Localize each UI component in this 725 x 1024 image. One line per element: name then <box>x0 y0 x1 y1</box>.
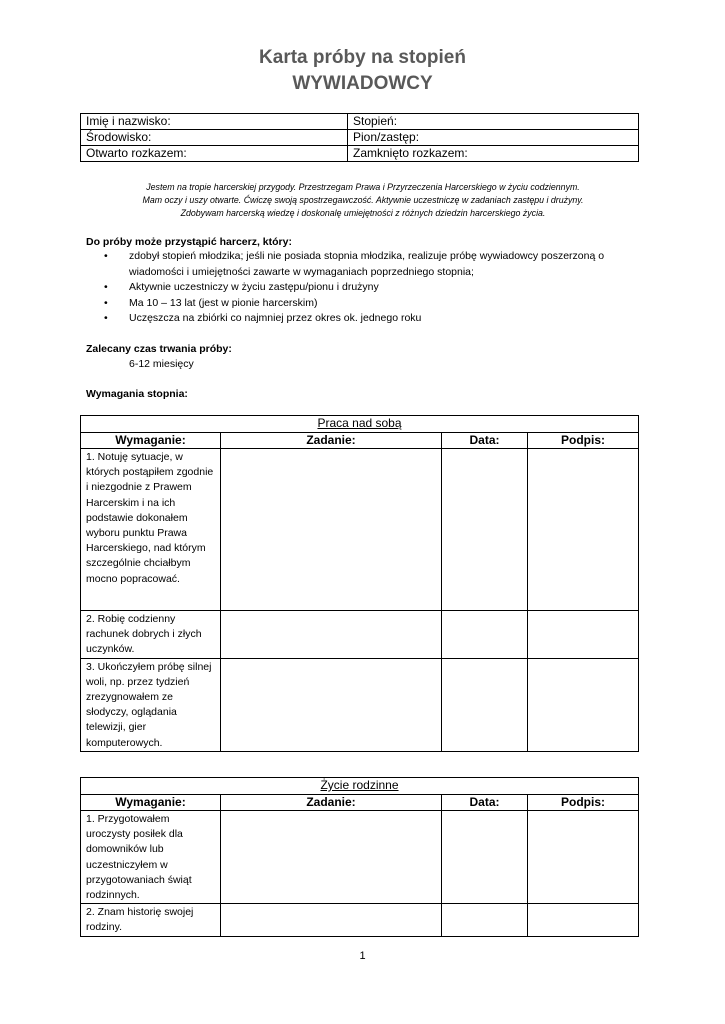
date-cell[interactable] <box>442 658 528 751</box>
table-row <box>81 130 639 146</box>
table-row <box>81 658 639 751</box>
bullet-icon: • <box>104 296 108 309</box>
bullet-icon: • <box>104 281 108 293</box>
date-cell[interactable] <box>442 904 528 936</box>
signature-cell[interactable] <box>528 658 639 751</box>
task-cell[interactable] <box>221 611 442 659</box>
section-title: Życie rodzinne <box>81 778 639 795</box>
document-subtitle: WYWIADOWCY <box>292 73 433 94</box>
requirements-table-family-life <box>80 777 639 937</box>
task-cell[interactable] <box>221 658 442 751</box>
table-row <box>81 449 639 611</box>
eligibility-heading: Do próby może przystąpić harcerz, który: <box>86 236 292 248</box>
column-header-signature: Podpis: <box>528 795 639 811</box>
rank-field[interactable]: Stopień: <box>348 114 639 130</box>
task-cell[interactable] <box>221 904 442 936</box>
document-title: Karta próby na stopień <box>259 47 466 68</box>
signature-cell[interactable] <box>528 904 639 936</box>
section-title-row <box>81 416 639 433</box>
page-number: 1 <box>359 950 366 962</box>
motto-line: Mam oczy i uszy otwarte. Ćwiczę swoją spostrzegawczość. Aktywnie uczestniczę w zadaniach zastępu i drużyny. <box>142 195 584 206</box>
patrol-field[interactable]: Pion/zastęp: <box>348 130 639 146</box>
requirement-cell: 2. Znam historię swojej rodziny. <box>81 904 221 936</box>
table-row <box>81 114 639 130</box>
list-item: • zdobył stopień młodzika; jeśli nie posiada stopnia młodzika, realizuje próbę wywiadowcy poszerzoną o wiadomości i umiejętności zawarte w wymaganiach poprzedniego stopnia; <box>104 250 605 278</box>
eligibility-list <box>86 249 646 327</box>
header-row <box>81 795 639 811</box>
personal-info-table <box>80 113 639 162</box>
duration-heading: Zalecany czas trwania próby: <box>86 343 232 355</box>
signature-cell[interactable] <box>528 449 639 611</box>
date-cell[interactable] <box>442 611 528 659</box>
task-cell[interactable] <box>221 811 442 904</box>
header-row <box>81 433 639 449</box>
requirement-cell: 3. Ukończyłem próbę silnej woli, np. przez tydzień zrezygnowałem ze słodyczy, oglądania telewizji, gier komputerowych. <box>81 658 221 751</box>
column-header-requirement: Wymaganie: <box>81 795 221 811</box>
motto <box>80 181 646 221</box>
duration-value: 6-12 miesięcy <box>129 358 194 370</box>
requirements-heading: Wymagania stopnia: <box>86 388 188 400</box>
motto-line: Zdobywam harcerską wiedzę i doskonalę umiejętności z różnych dziedzin harcerskiego życia. <box>180 208 546 219</box>
requirement-cell: 2. Robię codzienny rachunek dobrych i złych uczynków. <box>81 611 221 659</box>
environment-field[interactable]: Środowisko: <box>81 130 348 146</box>
bullet-icon: • <box>104 312 108 324</box>
requirement-cell: 1. Notuję sytuacje, w których postąpiłem zgodnie i niezgodnie z Prawem Harcerskim i na ich podstawie dokonałem wyboru punktu Prawa Harcerskiego, nad którym szczególnie chciałbym mocno popracować. <box>81 449 221 611</box>
bullet-icon: • <box>104 250 108 262</box>
table-row <box>81 146 639 162</box>
closed-order-field[interactable]: Zamknięto rozkazem: <box>348 146 639 162</box>
column-header-task: Zadanie: <box>221 795 442 811</box>
name-field[interactable]: Imię i nazwisko: <box>81 114 348 130</box>
signature-cell[interactable] <box>528 611 639 659</box>
task-cell[interactable] <box>221 449 442 611</box>
requirement-cell: 1. Przygotowałem uroczysty posiłek dla domowników lub uczestniczyłem w przygotowaniach świąt rodzinnych. <box>81 811 221 904</box>
table-row <box>81 904 639 936</box>
signature-cell[interactable] <box>528 811 639 904</box>
column-header-requirement: Wymaganie: <box>81 433 221 449</box>
column-header-date: Data: <box>442 795 528 811</box>
column-header-date: Data: <box>442 433 528 449</box>
list-item: • Uczęszcza na zbiórki co najmniej przez okres ok. jednego roku <box>86 311 646 327</box>
column-header-signature: Podpis: <box>528 433 639 449</box>
table-row <box>81 611 639 659</box>
requirements-table-self-work <box>80 415 639 752</box>
opened-order-field[interactable]: Otwarto rozkazem: <box>81 146 348 162</box>
table-row <box>81 811 639 904</box>
date-cell[interactable] <box>442 449 528 611</box>
section-title-row <box>81 778 639 795</box>
list-item: • Ma 10 – 13 lat (jest w pionie harcerskim) <box>86 296 646 312</box>
date-cell[interactable] <box>442 811 528 904</box>
list-item: • Aktywnie uczestniczy w życiu zastępu/pionu i drużyny <box>86 280 646 296</box>
column-header-task: Zadanie: <box>221 433 442 449</box>
section-title: Praca nad sobą <box>81 416 639 433</box>
motto-line: Jestem na tropie harcerskiej przygody. Przestrzegam Prawa i Przyrzeczenia Harcerskiego w życiu codziennym. <box>146 182 580 192</box>
